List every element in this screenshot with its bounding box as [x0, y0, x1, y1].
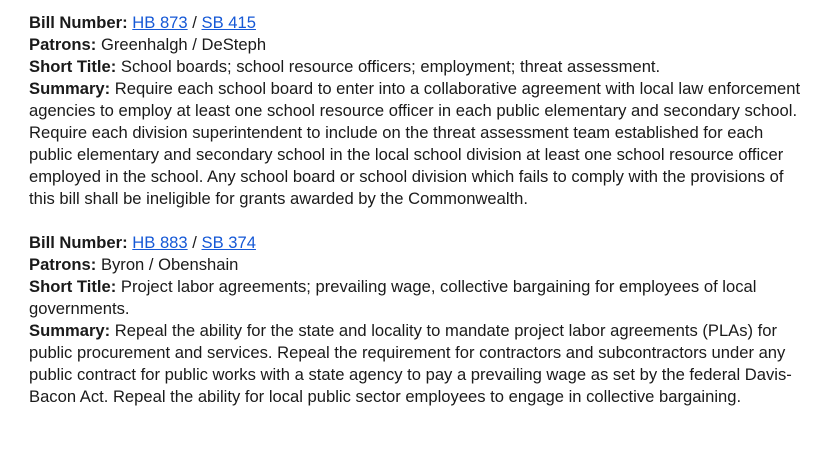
bill-entry	[29, 232, 803, 408]
summary-label: Summary:	[29, 321, 111, 340]
patrons-value: Greenhalgh / DeSteph	[100, 35, 267, 54]
bill-number-line	[29, 232, 803, 254]
bill-entry	[29, 12, 803, 210]
patrons-label: Patrons:	[29, 255, 97, 274]
bill-number-line	[29, 12, 803, 34]
bill-number-label: Bill Number:	[29, 13, 128, 32]
short-title-value: School boards; school resource officers; employment; threat assessment.	[120, 57, 661, 76]
short-title-value: Project labor agreements; prevailing wage, collective bargaining for employees of local governments.	[29, 277, 757, 318]
short-title-line	[29, 56, 803, 78]
short-title-label: Short Title:	[29, 57, 117, 76]
patrons-value: Byron / Obenshain	[100, 255, 239, 274]
summary-label: Summary:	[29, 79, 111, 98]
senate-bill-link[interactable]: SB 374	[201, 233, 256, 252]
summary-value: Repeal the ability for the state and locality to mandate project labor agreements (PLAs) for public procurement and services. Repeal the requirement for contractors and subcontractors under any public contract for public works with a state agency to pay a prevailing wage as set by the federal Davis-Bacon Act. Repeal the ability for local public sector employees to engage in collective bargaining.	[29, 321, 792, 406]
bill-number-label: Bill Number:	[29, 233, 128, 252]
house-bill-link[interactable]: HB 873	[132, 13, 188, 32]
summary-line	[29, 78, 803, 210]
senate-bill-link[interactable]: SB 415	[201, 13, 256, 32]
summary-value: Require each school board to enter into a collaborative agreement with local law enforcement agencies to employ at least one school resource officer in each public elementary and secondary school. Require each division superintendent to include on the threat assessment team established for each public elementary and secondary school in the local school division at least one school resource officer employed in the school. Any school board or school division which fails to comply with the provisions of this bill shall be ineligible for grants awarded by the Commonwealth.	[29, 79, 801, 208]
house-bill-link[interactable]: HB 883	[132, 233, 188, 252]
bill-separator: /	[192, 13, 197, 32]
patrons-line	[29, 34, 803, 56]
short-title-line	[29, 276, 803, 320]
bill-separator: /	[192, 233, 197, 252]
patrons-label: Patrons:	[29, 35, 97, 54]
short-title-label: Short Title:	[29, 277, 117, 296]
patrons-line	[29, 254, 803, 276]
summary-line	[29, 320, 803, 408]
